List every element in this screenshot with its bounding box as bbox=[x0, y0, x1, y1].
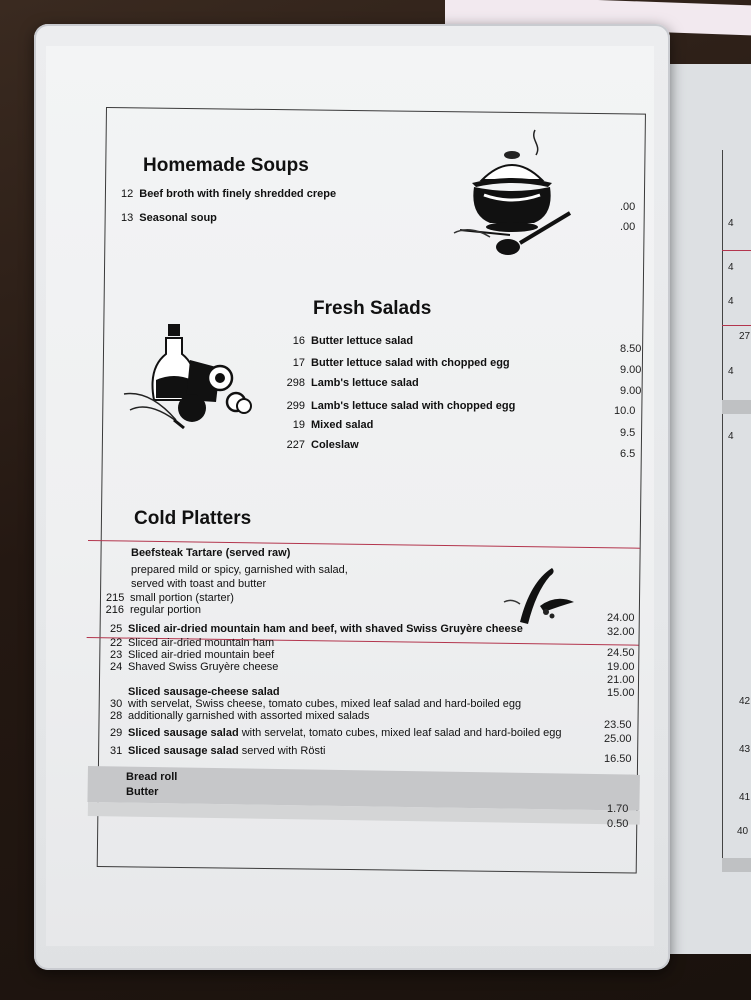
menu-item bbox=[121, 188, 336, 200]
item-number: 17 bbox=[292, 357, 305, 369]
item-name: Sliced sausage-cheese salad bbox=[128, 686, 280, 698]
item-number: 24 bbox=[110, 661, 123, 673]
menu-item bbox=[285, 419, 373, 431]
item-price: 32.00 bbox=[607, 626, 635, 638]
item-number: 12 bbox=[121, 188, 134, 200]
item-price: 10.0 bbox=[614, 405, 636, 417]
item-name-bold: Sliced sausage salad bbox=[128, 727, 239, 739]
menu-item bbox=[283, 377, 419, 389]
menu-item bbox=[110, 710, 370, 722]
right-page-number: 41 bbox=[739, 792, 751, 803]
extra-item bbox=[126, 786, 158, 798]
right-page-frame bbox=[722, 150, 751, 872]
menu-item bbox=[110, 698, 521, 710]
section-title-soups: Homemade Soups bbox=[143, 155, 309, 176]
item-name: Bread roll bbox=[126, 771, 178, 783]
item-price: 6.5 bbox=[620, 448, 636, 460]
right-page-band bbox=[722, 858, 751, 872]
item-price: 19.00 bbox=[607, 661, 635, 673]
section-title-cold-platters: Cold Platters bbox=[134, 508, 252, 529]
menu-item bbox=[110, 649, 274, 661]
item-number: 13 bbox=[121, 212, 134, 224]
right-page-number: 43 bbox=[739, 744, 751, 755]
item-name: additionally garnished with assorted mixed salads bbox=[128, 710, 370, 722]
item-number: 22 bbox=[110, 637, 123, 649]
menu-item bbox=[110, 637, 274, 649]
item-number: 16 bbox=[292, 335, 305, 347]
item-name-bold: Sliced sausage salad bbox=[128, 745, 239, 757]
menu-item-heading bbox=[128, 686, 280, 698]
item-price: 1.70 bbox=[607, 803, 629, 815]
menu-item bbox=[121, 212, 217, 224]
item-number: 227 bbox=[286, 439, 305, 451]
item-price: 23.50 bbox=[604, 719, 632, 731]
right-page-band bbox=[722, 400, 751, 414]
item-name: Beef broth with finely shredded crepe bbox=[139, 188, 337, 200]
right-page-number: 4 bbox=[728, 262, 734, 273]
item-description: prepared mild or spicy, garnished with salad, bbox=[131, 564, 348, 576]
item-price: .00 bbox=[620, 221, 636, 233]
item-description: served with toast and butter bbox=[131, 578, 267, 590]
item-name-rest: with servelat, tomato cubes, mixed leaf salad and hard-boiled egg bbox=[238, 727, 562, 739]
menu-item bbox=[110, 727, 562, 739]
item-name: Beefsteak Tartare (served raw) bbox=[131, 547, 291, 559]
right-page-rule bbox=[722, 250, 751, 251]
item-name: Mixed salad bbox=[311, 419, 374, 431]
item-number: 28 bbox=[110, 710, 123, 722]
item-price: 15.00 bbox=[607, 687, 635, 699]
oil-bottle-vegetables-illustration bbox=[120, 320, 260, 435]
item-name: Seasonal soup bbox=[139, 212, 217, 224]
item-price: 9.5 bbox=[620, 427, 636, 439]
extra-item bbox=[126, 771, 177, 783]
item-number: 216 bbox=[105, 604, 124, 616]
item-name: Butter lettuce salad bbox=[311, 335, 414, 347]
menu-item bbox=[106, 592, 234, 604]
item-number: 19 bbox=[292, 419, 305, 431]
item-name: small portion (starter) bbox=[130, 592, 234, 604]
item-number: 31 bbox=[110, 745, 123, 757]
right-page-number: 4 bbox=[728, 366, 734, 377]
item-price: 24.00 bbox=[607, 612, 635, 624]
item-name: Coleslaw bbox=[311, 439, 359, 451]
item-number: 25 bbox=[110, 623, 123, 635]
item-price: 16.50 bbox=[604, 753, 632, 765]
item-price: .00 bbox=[620, 201, 636, 213]
right-page-number: 42 bbox=[739, 696, 751, 707]
item-price: 21.00 bbox=[607, 674, 635, 686]
menu-item bbox=[110, 623, 523, 635]
item-price: 9.00 bbox=[620, 385, 642, 397]
item-name: Sliced air-dried mountain ham bbox=[128, 637, 275, 649]
menu-item bbox=[104, 604, 201, 616]
item-name: Butter lettuce salad with chopped egg bbox=[311, 357, 510, 369]
right-page-number: 4 bbox=[728, 431, 734, 442]
item-price: 9.00 bbox=[620, 364, 642, 376]
item-number: 30 bbox=[110, 698, 123, 710]
item-name-rest: served with Rösti bbox=[238, 745, 326, 757]
menu-item bbox=[282, 439, 359, 451]
right-page-number: 27 bbox=[739, 331, 751, 342]
section-title-salads: Fresh Salads bbox=[313, 298, 432, 319]
item-name: regular portion bbox=[130, 604, 201, 616]
item-price: 8.50 bbox=[620, 343, 642, 355]
item-number: 298 bbox=[286, 377, 305, 389]
item-name: Sliced air-dried mountain ham and beef, with shaved Swiss Gruyère cheese bbox=[128, 623, 523, 635]
menu-item-heading bbox=[131, 547, 290, 559]
menu-item bbox=[285, 357, 510, 369]
item-name: Sliced air-dried mountain beef bbox=[128, 649, 275, 661]
item-price: 0.50 bbox=[607, 818, 629, 830]
menu-item bbox=[285, 335, 413, 347]
soup-tureen-illustration bbox=[450, 125, 580, 265]
item-name: Butter bbox=[126, 786, 159, 798]
right-page-rule bbox=[722, 325, 751, 326]
item-name: Shaved Swiss Gruyère cheese bbox=[128, 661, 279, 673]
menu-item bbox=[283, 400, 515, 412]
item-name: Lamb's lettuce salad with chopped egg bbox=[311, 400, 516, 412]
item-name: with servelat, Swiss cheese, tomato cubes, mixed leaf salad and hard-boiled egg bbox=[128, 698, 522, 710]
right-page-number: 40 bbox=[737, 826, 749, 837]
item-number: 23 bbox=[110, 649, 123, 661]
item-number: 29 bbox=[110, 727, 123, 739]
menu-item bbox=[110, 661, 278, 673]
item-price: 24.50 bbox=[607, 647, 635, 659]
item-name: Lamb's lettuce salad bbox=[311, 377, 419, 389]
right-page-number: 4 bbox=[728, 218, 734, 229]
item-number: 299 bbox=[286, 400, 305, 412]
right-page-number: 4 bbox=[728, 296, 734, 307]
chili-pepper-illustration bbox=[500, 562, 580, 630]
item-number: 215 bbox=[106, 592, 125, 604]
menu-item bbox=[110, 745, 325, 757]
item-price: 25.00 bbox=[604, 733, 632, 745]
